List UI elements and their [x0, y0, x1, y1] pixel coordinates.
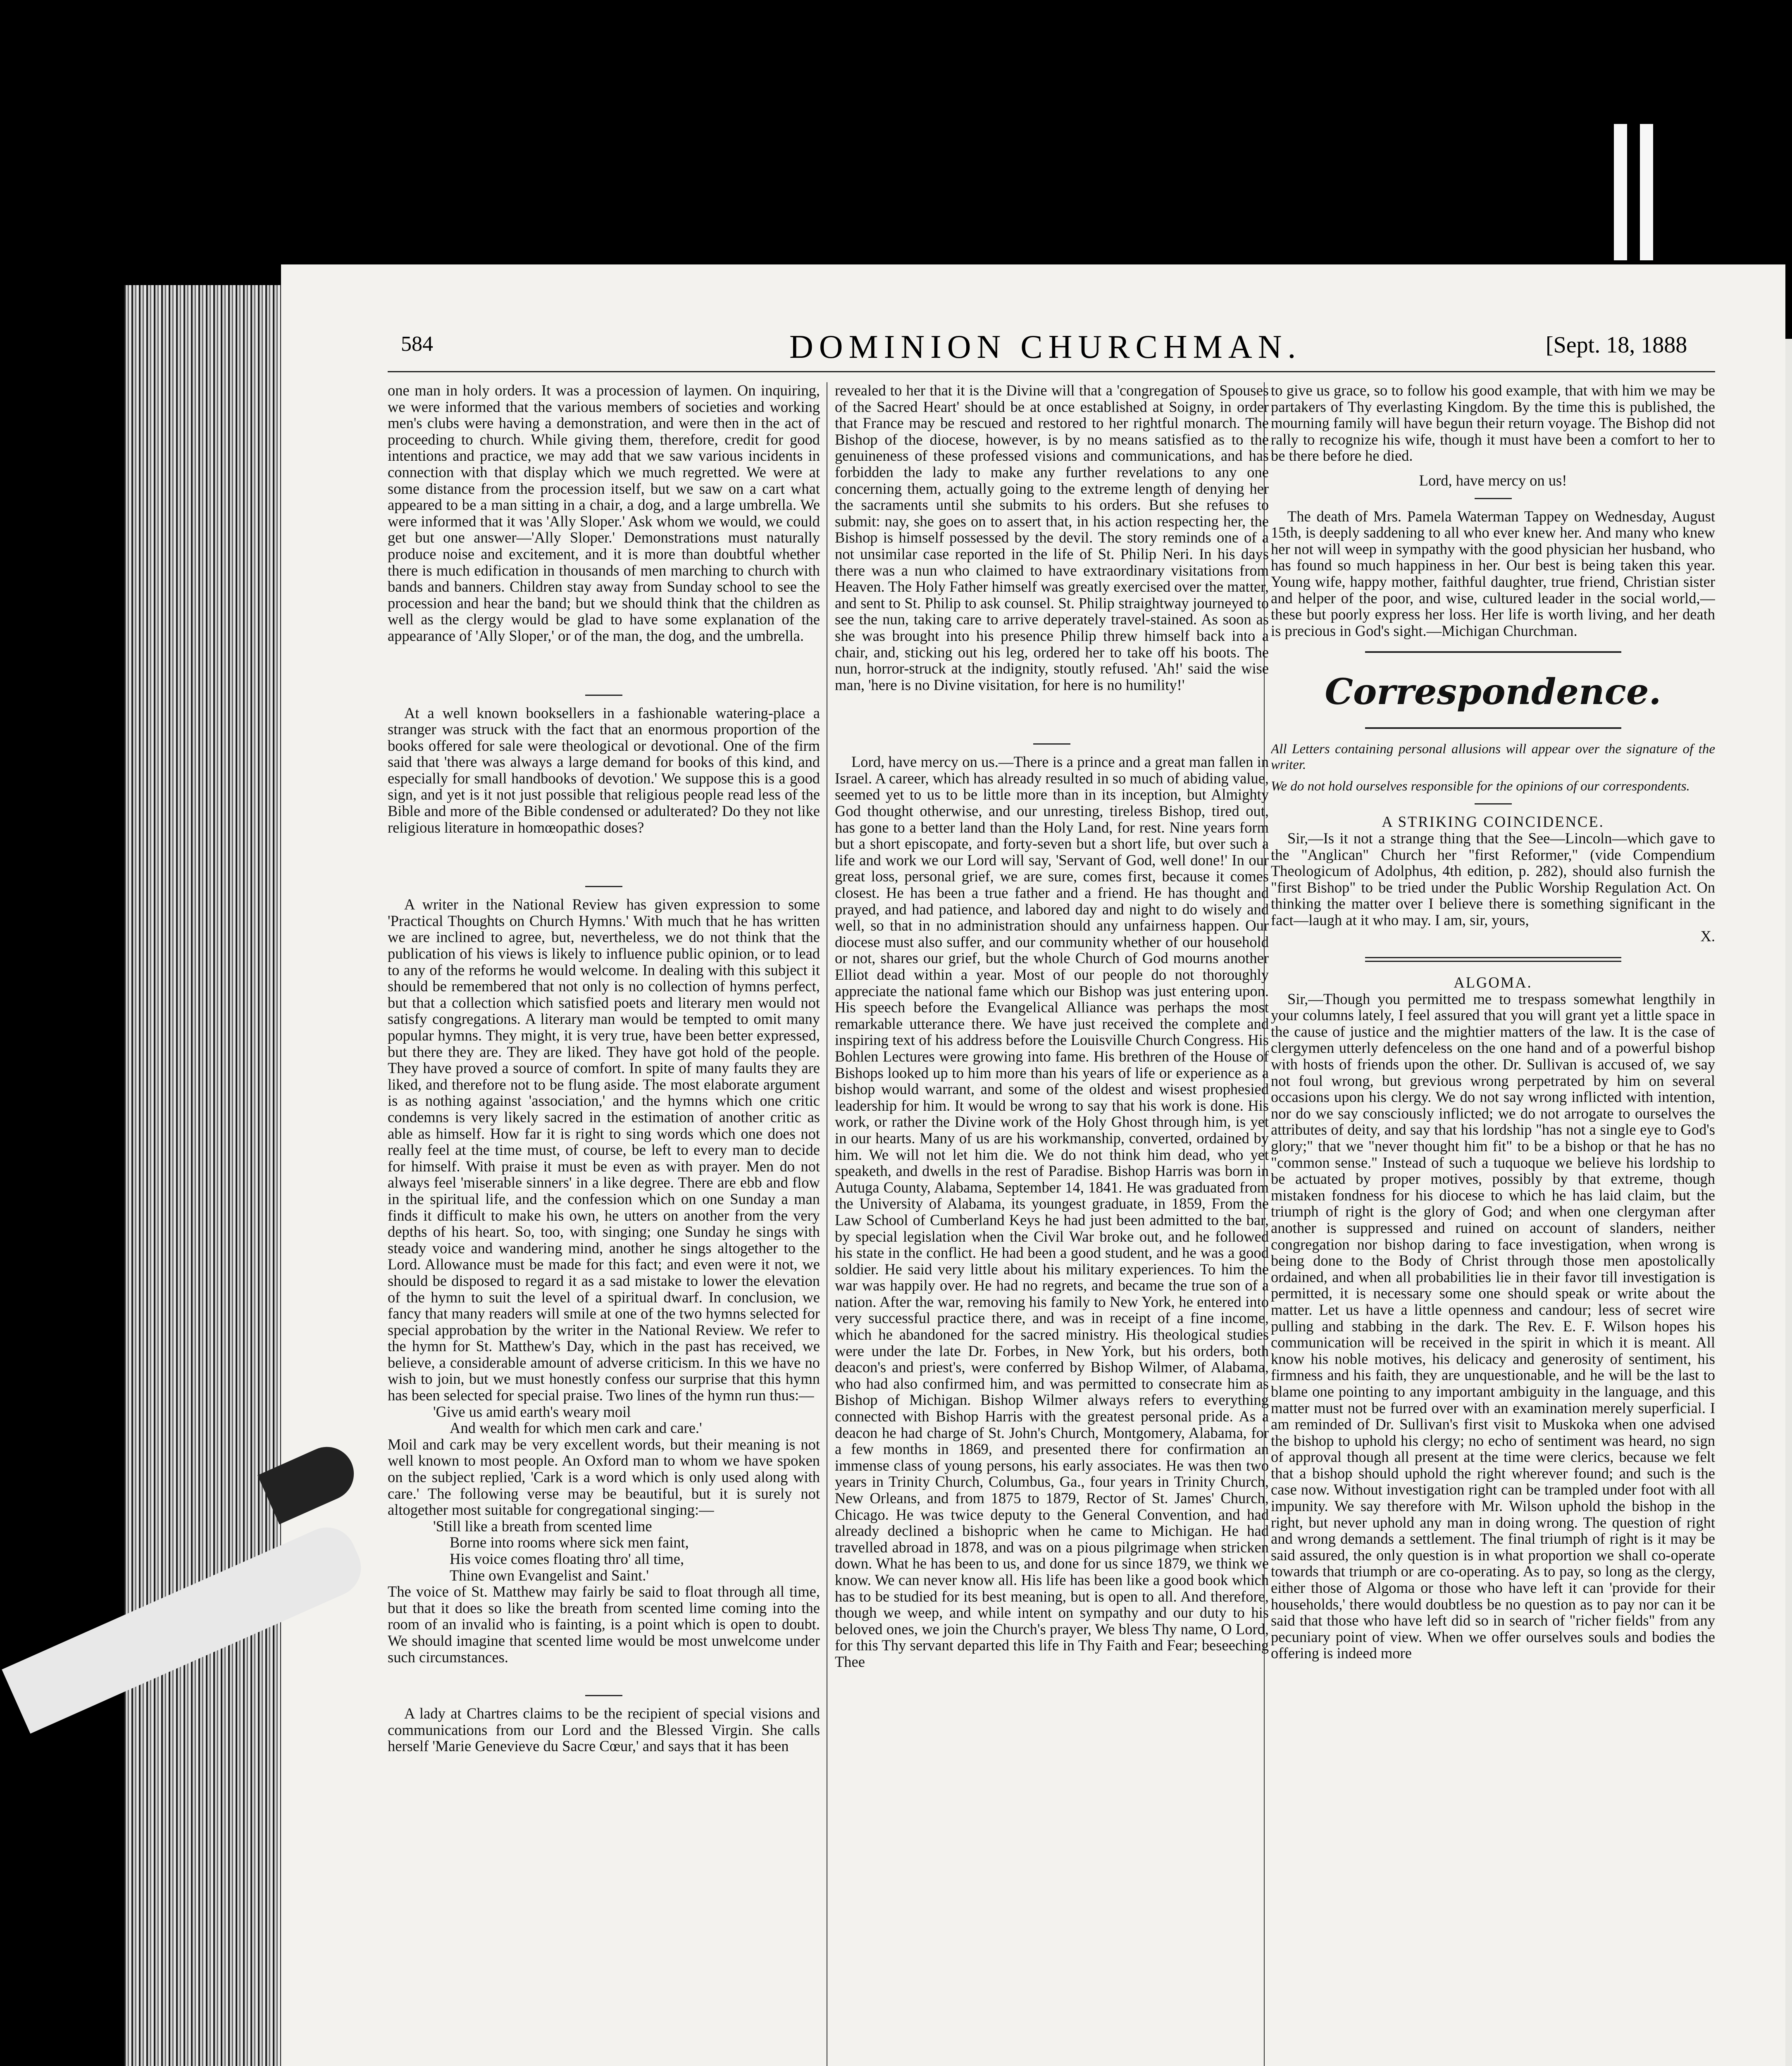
- section-divider: [1365, 957, 1621, 962]
- section-divider: [1365, 651, 1621, 653]
- article-paragraph: A writer in the National Review has given expression to some 'Practical Thoughts on Church Hymns.' With much that he has written we are inclined to agree, but, nevertheless, we do not think that the publication of his views is likely to influence public opinion, or to lead to any of the reforms he would welcome. In dealing with this subject it should be remembered that not only is no collection of hymns perfect, but that a collection which satisfied poets and literary men would not satisfy congregations. A literary man would be tempted to omit many popular hymns. They might, it is very true, have been better expressed, but there they are. They are liked. They have got hold of the people. They have proved a source of comfort. In spite of many faults they are liked, and therefore not to be flung aside. The most elaborate argument is as nothing against 'association,' and the hymns which one critic condemns is very likely sacred in the estimation of another critic as able as himself. How far it is right to sing words which one does not really feel at the time must, of course, be left to every man to decide for himself. With praise it must be even as with prayer. Men do not always feel 'miserable sinners' in a like degree. There are ebb and flow in the spiritual life, and the confession which on one Sunday a man finds it difficult to make his own, he utters on another from the very depths of his heart. So, too, with singing; one Sunday he sings with steady voice and wandering mind, another he sings altogether to the Lord. Allowance must be made for this fact; and even were it not, we should be disposed to regard it as a sad mistake to lower the elevation of the hymn to suit the level of a spiritual dwarf. In conclusion, we fancy that many readers will smile at one of the two hymns selected for special approbation by the writer in the National Review. We refer to the hymn for St. Matthew's Day, which in the past has received, we believe, a considerable amount of adverse criticism. In this we have no wish to join, but we must honestly confess our surprise that this hymn has been selected for special praise. Two lines of the hymn run thus:—: [388, 896, 820, 1404]
- column-1: [388, 382, 820, 2066]
- article-paragraph: The death of Mrs. Pamela Waterman Tappey on Wednesday, August 15th, is deeply saddening to all who ever knew her. And many who knew her not will weep in sympathy with the good physician her husband, who has found so much happiness in her. Our best is being taken this year. Young wife, happy mother, faithful daughter, true friend, Christian sister and helper of the poor, and wise, cultured leader in the social world,—these but poorly express her loss. Her life is worth living, and her death is precious in God's sight.—Michigan Churchman.: [1271, 507, 1715, 639]
- calibration-bar: [1640, 124, 1653, 260]
- article-paragraph: At a well known booksellers in a fashionable watering-place a stranger was struck with the fact that an enormous proportion of the books offered for sale were theological or devotional. One of the firm said that 'there was always a large demand for books of this kind, and especially for small handbooks of devotion.' We suppose this is a good sign, and yet is it not just possible that religious people read less of the Bible and more of the Bible condensed or adulterated? Do they not like religious literature in homœopathic doses?: [388, 704, 820, 836]
- letter-heading: A STRIKING COINCIDENCE.: [1382, 813, 1604, 831]
- section-divider: [1033, 743, 1070, 745]
- editorial-notice: All Letters containing personal allusions will appear over the signature of the writer.: [1271, 742, 1715, 773]
- page-number: 584: [401, 332, 433, 356]
- article-paragraph: Lord, have mercy on us!: [1419, 471, 1567, 489]
- column-3: [1271, 382, 1715, 2066]
- section-divider: [1475, 803, 1512, 805]
- calibration-bar: [1614, 124, 1627, 260]
- article-paragraph: one man in holy orders. It was a procession of laymen. On inquiring, we were informed that the various members of societies and working men's clubs were having a demonstration, and were then in the act of proceeding to church. While giving them, therefore, credit for good intentions and practice, we may add that we saw various incidents in connection with that display which we much regretted. We were at some distance from the procession itself, but we saw on a cart what appeared to be a man sitting in a chair, a dog, and a large umbrella. We were informed that it was 'Ally Sloper.' Ask whom we would, we could get but one answer—'Ally Sloper.' Demonstrations must naturally produce noise and excitement, and it is more than doubtful whether there is much edification in thousands of men marching to church with bands and banners. Children stay away from Sunday school to see the procession and hear the band; but we should think that the children as well as the clergy would be glad to have some explanation of the appearance of 'Ally Sloper,' or of the man, the dog, and the umbrella.: [388, 382, 820, 644]
- article-paragraph: Lord, have mercy on us.—There is a prince and a great man fallen in Israel. A career, which has already resulted in so much of abiding value, seemed yet to us to be little more than in its inception, but Almighty God thought otherwise, and our unresting, tireless Bishop, tired out, has gone to a better land than the Holy Land, for rest. Nine years form but a short episcopate, and forty-seven but a short life, but over such a life and work we our Lord will say, 'Servant of God, well done!' In our great loss, personal grief, we are sure, comes first, because it comes closest. He has been a true father and a friend. He has thought and prayed, and had patience, and labored day and night to do wisely and well, so that in no administration should any unfairness happen. Our diocese must also suffer, and our community whether of our household or not, shares our grief, but the whole Church of God mourns another Elliot dead within a year. Most of our people do not thoroughly appreciate the national fame which our Bishop was just entering upon. His speech before the Evangelical Alliance was perhaps the most remarkable utterance there. We have just received the complete and inspiring text of his address before the Louisville Church Congress. His Bohlen Lectures were growing into fame. His brethren of the House of Bishops looked up to him more than his years of life or experience as a bishop would warrant, and some of the oldest and wisest prophesied leadership for him. It would be wrong to say that his work is done. His work, or rather the Divine work of the Holy Ghost through him, is yet in our hearts. Many of us are his workmanship, converted, ordained by him. We will not let him die. We do not think him dead, who yet speaketh, and dwells in the rest of Paradise. Bishop Harris was born in Autuga County, Alabama, September 14, 1841. He was graduated from the University of Alabama, its youngest graduate, in 1859, From the Law School of Cumberland Keys he had just been admitted to the bar, by special legislation when the Civil War broke out, and he followed his state in the conflict. He had been a good student, and he was a good soldier. He said very little about his military experiences. To him the war was happily over. He had no regrets, and became the true son of a nation. After the war, removing his family to New York, he entered into very successful practice there, and was in receipt of a fine income, which he abandoned for the sacred ministry. His theological studies were under the late Dr. Forbes, in New York, but his orders, both deacon's and priest's, were conferred by Bishop Wilmer, of Alabama, who had also confirmed him, and was permitted to consecrate him as Bishop of Michigan. Bishop Wilmer always refers to everything connected with Bishop Harris with the greatest personal pride. As a deacon he had charge of St. John's Church, Montgomery, Alabama, for a few months in 1869, and presented there for confirmation an immense class of young persons, his early associates. He was then two years in Trinity Church, Columbus, Ga., four years in Trinity Church, New Orleans, and from 1875 to 1879, Rector of St. James' Church, Chicago. He was twice deputy to the General Convention, and had already declined a bishopric when he came to Michigan. He had travelled abroad in 1878, and was on a pious pilgrimage when stricken down. What he has been to us, and done for us since 1879, we think we know. We can never know all. His life has been like a good book which has to be studied for its best meaning, but is open to all. And therefore, though we weep, and while intent on sympathy and our duty to his beloved ones, we join the Church's prayer, We bless Thy name, O Lord, for this Thy servant departed this life in Thy Faith and Fear; beseeching Thee: [835, 753, 1269, 1670]
- issue-date: [Sept. 18, 1888: [1546, 332, 1687, 358]
- hymn-verse-line: 'Give us amid earth's weary moil: [433, 1403, 631, 1420]
- letter-paragraph: Sir,—Is it not a strange thing that the See—Lincoln—which gave to the "Anglican" Church her "first Reformer," (vide Compendium Theologicum of Adolphus, 4th edition, p. 282), should also furnish the "first Bishop" to be tried under the Public Worship Regulation Act. On thinking the matter over I believe there is something significant in the fact—laugh at it who may. I am, sir, yours,: [1271, 829, 1715, 928]
- book-page-edges: [124, 285, 285, 2066]
- section-divider: [585, 886, 622, 887]
- hymn-verse-line: His voice comes floating thro' all time,: [450, 1550, 684, 1567]
- hymn-verse-line: 'Still like a breath from scented lime: [433, 1517, 652, 1535]
- publication-title: DOMINION CHURCHMAN.: [789, 329, 1302, 365]
- article-paragraph: Moil and cark may be very excellent words, but their meaning is not well known to most people. An Oxford man to whom we have spoken on the subject replied, 'Cark is a word which is only used along with care.' The following verse may be beautiful, but it is surely not altogether most suitable for congregational singing:—: [388, 1435, 820, 1519]
- section-divider: [585, 695, 622, 696]
- article-paragraph: The voice of St. Matthew may fairly be said to float through all time, but that it does so like the breath from scented lime coming into the room of an invalid who is fainting, is a point which is open to doubt. We should imagine that scented lime would be most unwelcome under such circumstances.: [388, 1583, 820, 1666]
- section-divider: [585, 1695, 622, 1696]
- newspaper-page: [281, 264, 1785, 2066]
- letter-heading: ALGOMA.: [1454, 974, 1532, 991]
- hymn-verse-line: Borne into rooms where sick men faint,: [450, 1534, 689, 1551]
- article-paragraph: A lady at Chartres claims to be the recipient of special visions and communications from our Lord and the Blessed Virgin. She calls herself 'Marie Genevieve du Sacre Cœur,' and says that it has been: [388, 1705, 820, 1755]
- section-heading: Correspondence.: [1325, 671, 1661, 713]
- letter-signature: X.: [1700, 928, 1715, 945]
- section-divider: [1475, 498, 1512, 499]
- article-paragraph: to give us grace, so to follow his good example, that with him we may be partakers of Thy everlasting Kingdom. By the time this is published, the mourning family will have begun their return voyage. The Bishop did not rally to recognize his wife, though it must have been a comfort to her to be there before he died.: [1271, 382, 1715, 464]
- header-rule: [388, 371, 1715, 372]
- hymn-verse-line: Thine own Evangelist and Saint.': [450, 1566, 649, 1584]
- article-paragraph: revealed to her that it is the Divine will that a 'congregation of Spouses of the Sacred Heart' should be at once established at Soigny, in order that France may be rescued and restored to her rightful monarch. The Bishop of the diocese, however, is by no means satisfied as to the genuineness of these professed visions and communications, and has forbidden the lady to make any further revelations to any one concerning them, actually going to the extreme length of denying her the sacraments until she submits to his orders. But she refuses to submit: nay, she goes on to assert that, in his action respecting her, the Bishop is himself possessed by the devil. The story reminds one of a not unsimilar case reported in the life of St. Philip Neri. In his days there was a nun who claimed to have extraordinary visitations from Heaven. The Holy Father himself was greatly exercised over the matter, and sent to St. Philip to ask counsel. St. Philip straightway journeyed to see the nun, taking care to arrive deperately travel-stained. As soon as she was brought into his presence Philip threw himself back into a chair, and, sticking out his leg, ordered her to take off his boots. The nun, horror-struck at the indignity, stoutly refused. 'Ah!' said the wise man, 'here is no Divine visitation, for here is no humility!': [835, 382, 1269, 693]
- editorial-notice: We do not hold ourselves responsible for the opinions of our correspondents.: [1271, 779, 1690, 794]
- section-divider: [1365, 727, 1621, 729]
- column-2: [835, 382, 1269, 2066]
- letter-paragraph: Sir,—Though you permitted me to trespass somewhat lengthily in your columns lately, I feel assured that you will grant yet a little space in the cause of justice and the mightier matters of the law. It is the case of clergymen utterly defenceless on the one hand and of a powerful bishop with hosts of friends upon the other. Dr. Sullivan is accused of, we say not foul wrong, but grevious wrong perpetrated by him on several occasions upon his clergy. We do not say wrong inflicted with intention, nor do we say consciously inflicted; we do not arrogate to ourselves the attributes of deity, and say that his lordship "has not a single eye to God's glory;" that we "never thought him fit" to be a bishop or that he has no "common sense." Instead of such a tuquoque we believe his lordship to be actuated by proper motives, possibly by that extreme, though mistaken fondness for his diocese to which he has laid claim, but the triumph of right is the glory of God; and when one clergyman after another is suppressed and ruined on account of slanders, neither congregation nor bishop daring to face investigation, when wrong is being done to the Body of Christ through those men apostolically ordained, and when all probabilities lie in their favor till investigation is permitted, it is necessary some one should speak or write about the matter. Let us have a little openness and candour; less of secret wire pulling and stabbing in the dark. The Rev. E. F. Wilson hopes his communication will be received in the spirit in which it is meant. All know his noble motives, his delicacy and generosity of sentiment, his firmness and his faith, they are unquestionable, and he will be the last to blame one pointing to any important ambiguity in the language, and this matter must not be furred over with an examination merely superficial. I am reminded of Dr. Sullivan's first visit to Muskoka when one advised the bishop to uphold his clergy; no echo of sentiment was heard, no sign of approval though all present at the time were clerics, because we felt that a bishop should uphold the right wherever found; and such is the case now. Without investigation right can be trampled under foot with all impunity. We say therefore with Mr. Wilson uphold the bishop in the right, but never uphold any man in doing wrong. The question of right and wrong demands a settlement. The final triumph of right is it may be said assured, the only question is in what proportion we shall co-operate towards that triumph or are co-operating. As to pay, so long as the clergy, either those of Algoma or those who have left it can 'provide for their households,' there would doubtless be no question as to pay nor can it be said that those who have left did so in search of "richer fields" from any pecuniary point of view. When we offer ourselves souls and bodies the offering is indeed more: [1271, 990, 1715, 1662]
- hymn-verse-line: And wealth for which men cark and care.': [450, 1419, 702, 1437]
- page-header: [281, 328, 1785, 366]
